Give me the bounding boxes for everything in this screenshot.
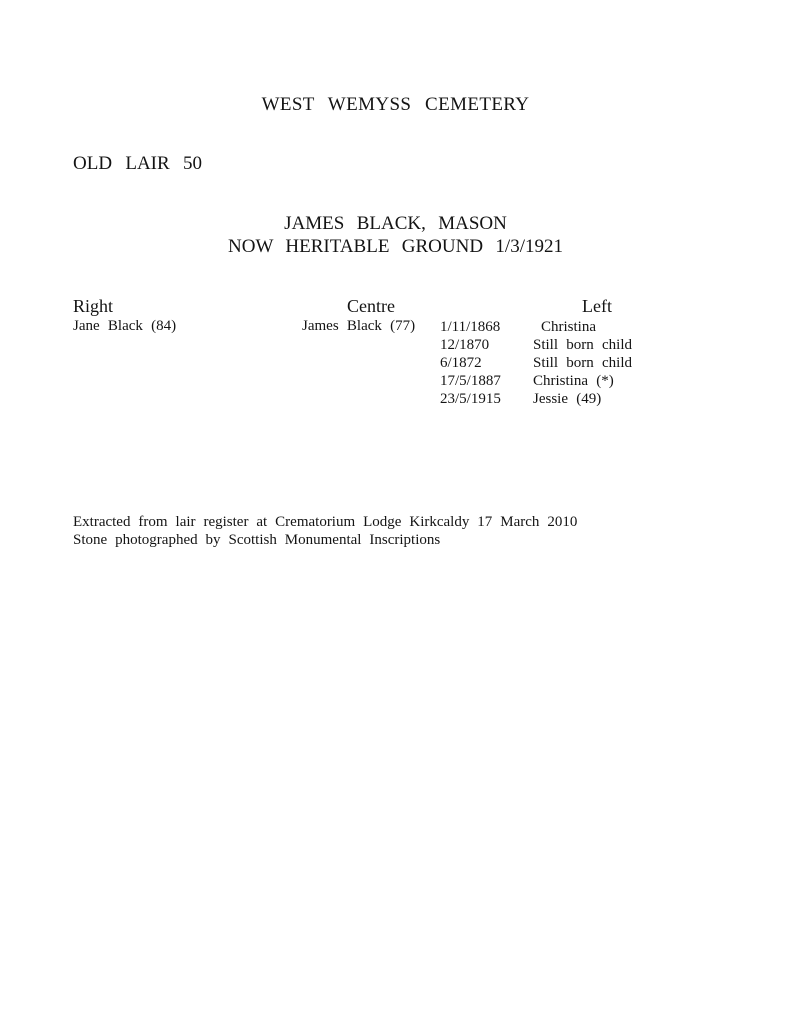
entry-date: 23/5/1915 [440, 391, 501, 407]
entry-date: 1/11/1868 [440, 319, 501, 335]
right-column-entry: Jane Black (84) [73, 318, 177, 334]
page-title: WEST WEMYSS CEMETERY [261, 94, 530, 115]
footer-photograph-note: Stone photographed by Scottish Monumental Inscriptions [73, 532, 441, 548]
entry-date: 17/5/1887 [440, 373, 501, 389]
lair-number: OLD LAIR 50 [73, 153, 202, 174]
record-heading-status: NOW HERITABLE GROUND 1/3/1921 [228, 236, 563, 257]
entry-date: 12/1870 [440, 337, 490, 353]
left-entry-row [440, 336, 632, 354]
footer-extraction-note: Extracted from lair register at Crematorium Lodge Kirkcaldy 17 March 2010 [73, 514, 578, 530]
centre-column-entry: James Black (77) [302, 318, 416, 334]
entry-name: Still born child [533, 337, 632, 353]
entry-name: Still born child [533, 355, 632, 371]
entry-date: 6/1872 [440, 355, 482, 371]
left-entry-row [440, 318, 632, 336]
entry-name: Jessie (49) [533, 391, 602, 407]
column-header-centre: Centre [347, 296, 395, 316]
left-column-entries [440, 318, 632, 408]
column-header-right: Right [73, 296, 114, 316]
entry-name: Christina (*) [533, 373, 614, 389]
column-header-left: Left [582, 296, 612, 316]
entry-name: Christina [541, 319, 596, 335]
left-entry-row [440, 372, 632, 390]
left-entry-row [440, 354, 632, 372]
record-heading-name: JAMES BLACK, MASON [284, 213, 507, 234]
left-entry-row [440, 390, 632, 408]
